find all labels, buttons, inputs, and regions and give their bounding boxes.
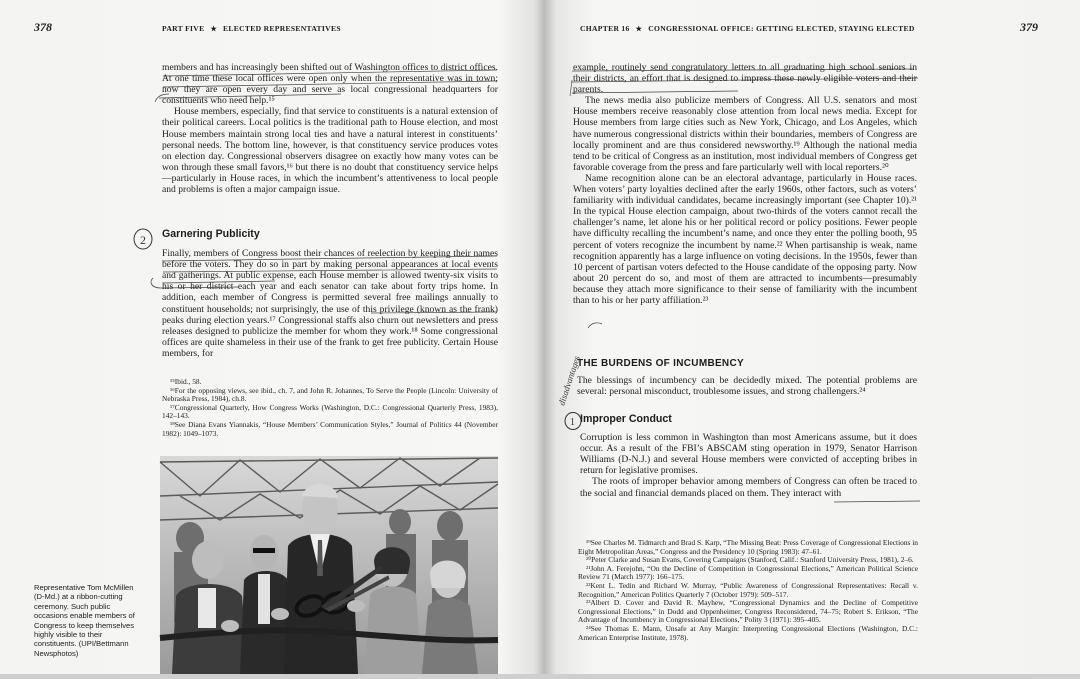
left-footnotes (162, 378, 498, 438)
ribbon-cutting-photo (160, 456, 498, 674)
circled-number-annotation (131, 226, 157, 252)
right-body-conduct (580, 414, 917, 499)
star-icon: ★ (635, 25, 643, 33)
footnote: ¹⁵Ibid., 58. (170, 377, 202, 386)
footnote: ²⁴See Thomas E. Mann, Unsafe at Any Margin: Interpreting Congressional Elections (Washington, D.C.: American Enterprise Institute, 1978). (578, 623, 918, 642)
page-number-right: 379 (1020, 20, 1038, 34)
footnote: ²³Albert D. Cover and David R. Mayhew, “Congressional Dynamics and the Decline of Competitive Congressional Elections,” in Dodd and Oppenheimer, Congress Reconsidered, 74–75; Robert S. Erikson, “The Advantage of Incumbency in Congressional Elections,” Polity 3 (1971): 395–405. (578, 598, 918, 625)
right-body-burdens (577, 358, 917, 397)
running-head-left (162, 24, 341, 33)
running-head-title: CONGRESSIONAL OFFICE: GETTING ELECTED, STAYING ELECTED (648, 24, 915, 33)
paragraph: Finally, members of Congress boost their chances of reelection by keeping their names before the voters. They do so in part by making personal appearances at local events and gatherings. At public expense, each House member is allowed twenty-six visits to his or her district each year and each senator can take about forty trips home. In addition, each member of Congress is permitted several free mailings annually to constituent households; not surprisingly, the use of this privilege (known as the frank) peaks during election years.¹⁷ Congressional staffs also churn out newsletters and press releases designed to publicize the member for whom they work.¹⁸ Some congressional offices are quite shameless in their use of the frank to get free publicity. Certain House members, for (162, 248, 498, 359)
running-head-right (580, 24, 915, 33)
running-head-chapter: CHAPTER 16 (580, 24, 630, 33)
left-body-top (162, 62, 498, 195)
margin-note-text: 1 (570, 417, 575, 428)
footnote: ¹⁸See Diana Evans Yiannakis, “House Members’ Communication Styles,” Journal of Politics 44 (November 1982): 1049–1073. (162, 419, 498, 438)
paragraph: example, routinely send congratulatory letters to all graduating high school seniors in their districts, an effort that is designed to impress these newly eligible voters and their parents. (573, 62, 917, 96)
footnote: ²¹John A. Ferejohn, “On the Decline of Competition in Congressional Elections,” American Political Science Review 71 (March 1977): 166–175. (578, 563, 918, 582)
section-heading-conduct: Improper Conduct (580, 413, 672, 425)
star-icon: ★ (210, 25, 218, 33)
section-heading-burdens: THE BURDENS OF INCUMBENCY (577, 358, 744, 369)
right-page (540, 0, 1080, 674)
footnote: ¹⁹See Charles M. Tidmarch and Brad S. Karp, “The Missing Beat: Press Coverage of Congressional Elections in Eight Metropolitan Areas,” Congress and the Presidency 10 (Spring 1983): 47–61. (578, 538, 918, 556)
footnote: ¹⁷Congressional Quarterly, How Congress Works (Washington, D.C.: Congressional Quarterly Press, 1983), 142–143. (162, 402, 498, 421)
paragraph: The roots of improper behavior among members of Congress can often be traced to the social and financial demands placed on them. They interact with (580, 476, 917, 499)
handwritten-margin-note (546, 330, 582, 410)
left-page (0, 0, 540, 674)
right-footnotes (578, 539, 918, 642)
paragraph: Corruption is less common in Washington than most Americans assume, but it does occur. As a result of the FBI’s ABSCAM sting operation in 1979, Senator Harrison Williams (D-N.J.) and several House members were convicted of accepting bribes in return for legislative promises. (580, 432, 917, 477)
paragraph: House members, especially, find that service to constituents is a natural extension of their political careers. Local politics is the traditional path to House election, and most House members maintain strong local ties and have a natural interest in constituents’ personal needs. The bottom line, however, is that constituency service produces votes on election day. Congressional observers disagree on exactly how many votes can be won through these small favors,¹⁶ but there is no doubt that constituency service helps—particularly in House races, in which the incumbent’s attentiveness to local people and problems is often a major campaign issue. (162, 106, 498, 196)
photo-caption: Representative Tom McMillen (D-Md.) at a ribbon-cutting ceremony. Such public occasions enable members of Congress to keep themselves highly visible to their constituents. (UPI/Bettmann Newsphotos) (34, 583, 135, 658)
running-head-title: ELECTED REPRESENTATIVES (223, 24, 341, 33)
footnote: ²²Kent L. Tedin and Richard W. Murray, “Public Awareness of Congressional Representatives: Recall v. Recognition,” American Politics Quarterly 7 (October 1979): 509–517. (578, 580, 918, 599)
left-body-publicity (162, 229, 498, 359)
paragraph: members and has increasingly been shifted out of Washington offices to district offices. At one time these local offices were open only when the representative was in town; now they are open every day and serve as local congressional headquarters for constituents who need help.¹⁵ (162, 62, 498, 107)
section-heading-publicity: Garnering Publicity (162, 228, 260, 240)
paragraph: Name recognition alone can be an electoral advantage, particularly in House races. When voters’ party loyalties declined after the early 1960s, other factors, such as voters’ familiarity with individual candidates, became increasingly important (see Chapter 10).²¹ In the typical House election campaign, about two-thirds of the voters cannot recall the challenger’s name, let alone his or her political record or policy positions. Fewer people have difficulty recalling the incumbent’s name, and once they enter the polling booth, 95 percent of voters recognize the incumbent by name.²² When partisanship is weak, name recognition apparently has a large influence on voting decisions. In the 1950s, fewer than 10 percent of partisan voters defected to the House candidate of the opposing party. Now about 20 percent do so, and most of them are attracted to incumbents—presumably because they attach more significance to their sense of familiarity with the incumbent than to his or her party affiliation.²³ (573, 172, 917, 306)
paragraph: The news media also publicize members of Congress. All U.S. senators and most House members receive reasonably close attention from local news media. Except for House members from large cities such as New York, Chicago, and Los Angeles, which have numerous congressional districts within their boundaries, members of Congress are locally prominent and are thus considered newsworthy.¹⁹ Although the national media tend to be critical of Congress as an institution, most individual members of Congress get favorable coverage from the press and fare particularly well with local reporters.²⁰ (573, 95, 917, 173)
footnote: ¹⁶For the opposing views, see ibid., ch. 7, and John R. Johannes, To Serve the People (Lincoln: University of Nebraska Press, 1984), ch.8. (162, 385, 498, 404)
paragraph: The blessings of incumbency can be decidedly mixed. The potential problems are several: personal misconduct, troublesome issues, and strong challengers.²⁴ (577, 375, 917, 398)
right-body-top (573, 62, 917, 306)
margin-note-text: 2 (140, 233, 146, 247)
page-number-left: 378 (34, 20, 52, 34)
running-head-part: PART FIVE (162, 24, 205, 33)
footnote: ²⁰Peter Clarke and Susan Evans, Covering Campaigns (Stanford, Calif.: Stanford University Press, 1981), 2–6. (586, 555, 914, 565)
svg-text:disadvantages: disadvantages (556, 354, 582, 407)
